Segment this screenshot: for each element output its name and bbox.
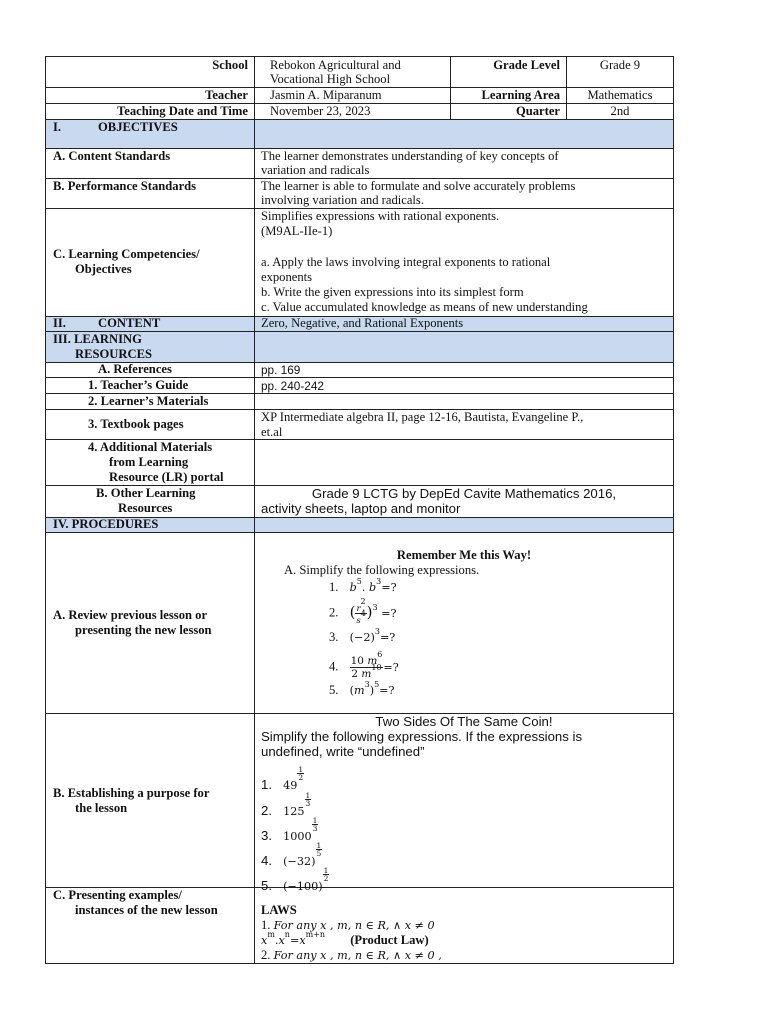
purpose-instruction-line1: Simplify the following expressions. If the expressions is [261, 729, 583, 744]
performance-standards-label: B. Performance Standards [53, 179, 197, 193]
content-standards-line2: variation and radicals [261, 163, 370, 177]
learning-area-value: Mathematics [587, 88, 653, 102]
purpose-item-3: 3. 1000 $\frac{1}{3}$ [261, 816, 318, 843]
review-label-line1: A. Review previous lesson or [53, 608, 208, 622]
teacher-label: Teacher [205, 88, 248, 102]
performance-standards-line1: The learner is able to formulate and solve accurately problems [261, 179, 576, 193]
objectives-number: I. [53, 120, 62, 134]
resources-heading-line2: RESOURCES [75, 347, 152, 361]
purpose-label-line2: the lesson [75, 801, 128, 815]
review-activity-title: Remember Me this Way! [396, 548, 532, 562]
objectives-heading: OBJECTIVES [98, 120, 178, 134]
purpose-item-5: 5. (−100) $\frac{1}{2}$ [261, 866, 329, 893]
textbook-pages-label: 3. Textbook pages [88, 417, 184, 431]
competency-code: (M9AL-IIe-1) [261, 224, 333, 238]
school-label: School [212, 58, 248, 72]
quarter-value: 2nd [610, 104, 630, 118]
other-resources-line1: Grade 9 LCTG by DepEd Cavite Mathematics 2016, [311, 486, 617, 501]
teacher-name: Jasmin A. Miparanum [270, 88, 382, 102]
quarter-label: Quarter [515, 104, 560, 118]
content-value: Zero, Negative, and Rational Exponents [261, 316, 464, 330]
other-resources-label-line2: Resources [118, 501, 173, 515]
procedures-heading: IV. PROCEDURES [53, 517, 159, 531]
purpose-item-2: 2. 125 $\frac{1}{3}$ [261, 791, 311, 818]
review-item-4: 4. $\frac{10 m^6}{2 m^{10}}$ =? [329, 650, 399, 680]
content-standards-label: A. Content Standards [53, 149, 171, 163]
learning-area-label: Learning Area [481, 88, 560, 102]
additional-materials-label-line3: Resource (LR) portal [109, 470, 224, 484]
purpose-instruction-line2: undefined, write “undefined” [261, 744, 425, 759]
laws-heading: LAWS [261, 903, 297, 917]
competency-a-line1: a. Apply the laws involving integral exponents to rational [261, 255, 551, 269]
law-2-condition: 2. For any x , m, n ∈ R, ∧ x ≠ 0 , [261, 948, 442, 962]
references-value: pp. 169 [261, 363, 301, 377]
competencies-label-line1: C. Learning Competencies/ [53, 247, 200, 261]
competency-a-line2: exponents [261, 270, 313, 284]
additional-materials-label-line1: 4. Additional Materials [88, 440, 213, 454]
purpose-activity-title: Two Sides Of The Same Coin! [375, 714, 553, 729]
other-resources-label-line1: B. Other Learning [96, 486, 196, 500]
teachers-guide-value: pp. 240-242 [261, 379, 324, 393]
review-item-3: 3. $(-2)^3=$? [329, 627, 396, 644]
competency-b: b. Write the given expressions into its simplest form [261, 285, 524, 299]
purpose-item-4: 4. (−32) $\frac{1}{5}$ [261, 841, 322, 868]
school-name-line2: Vocational High School [270, 72, 391, 86]
presenting-label-line1: C. Presenting examples/ [53, 888, 182, 902]
content-heading: CONTENT [98, 316, 161, 330]
product-law: $x^m.x^n=x^{m+n}$ (Product Law) [261, 930, 429, 947]
learners-materials-label: 2. Learner’s Materials [88, 394, 209, 408]
other-resources-line2: activity sheets, laptop and monitor [261, 501, 461, 516]
review-item-1: 1. $b^5$. $b^3=$? [329, 577, 397, 594]
references-label: A. References [98, 362, 172, 376]
law-1-condition: 1. For any x , m, n ∈ R, ∧ x ≠ 0 [261, 918, 435, 932]
review-item-2: 2. ( $\frac{r^2}{s^4}$ )$^3$ =? [329, 597, 397, 626]
purpose-item-1: 1. 49 $\frac{1}{2}$ [261, 765, 304, 792]
review-item-5: 5. $(m^3)^5=$? [329, 680, 395, 697]
resources-heading-line1: III. LEARNING [53, 332, 142, 346]
teachers-guide-label: 1. Teacher’s Guide [88, 378, 189, 392]
competencies-label-line2: Objectives [75, 262, 132, 276]
teaching-date-label: Teaching Date and Time [117, 104, 248, 118]
review-instruction: A. Simplify the following expressions. [284, 563, 480, 577]
grade-level-label: Grade Level [493, 58, 560, 72]
textbook-pages-line1: XP Intermediate algebra II, page 12-16, Bautista, Evangeline P., [261, 410, 584, 424]
competency-c: c. Value accumulated knowledge as means of new understanding [261, 300, 588, 314]
review-label-line2: presenting the new lesson [75, 623, 212, 637]
competency-main: Simplifies expressions with rational exponents. [261, 209, 500, 223]
grade-level-value: Grade 9 [599, 58, 641, 72]
textbook-pages-line2: et.al [261, 425, 283, 439]
performance-standards-line2: involving variation and radicals. [261, 193, 424, 207]
presenting-label-line2: instances of the new lesson [75, 903, 218, 917]
purpose-label-line1: B. Establishing a purpose for [53, 786, 210, 800]
additional-materials-label-line2: from Learning [109, 455, 189, 469]
content-standards-line1: The learner demonstrates understanding of key concepts of [261, 149, 559, 163]
teaching-date-value: November 23, 2023 [270, 104, 371, 118]
school-name-line1: Rebokon Agricultural and [270, 58, 401, 72]
content-number: II. [53, 316, 66, 330]
